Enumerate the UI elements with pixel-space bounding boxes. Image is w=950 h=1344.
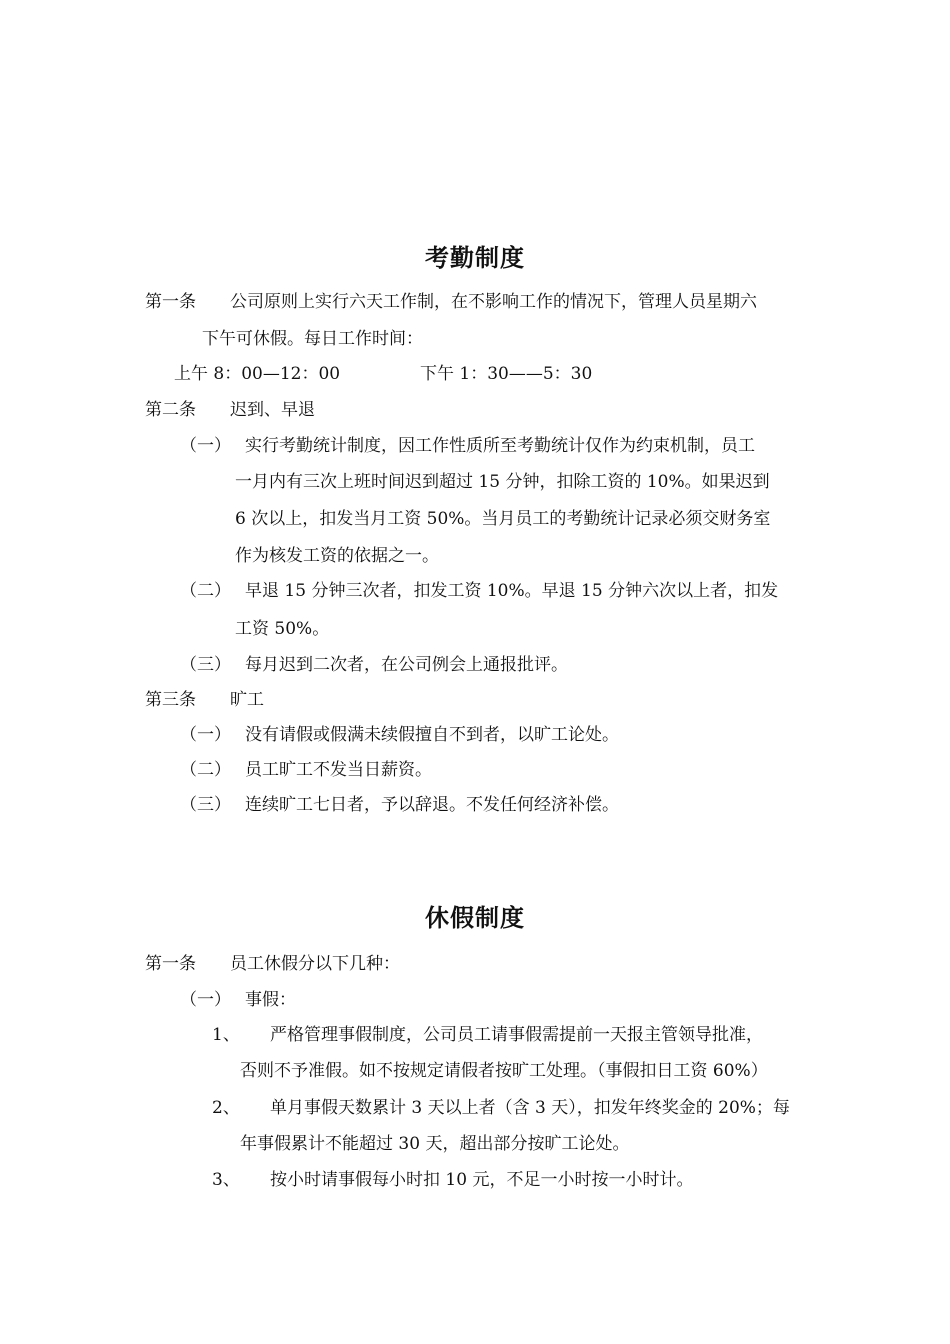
sub-item-1-line-1: 严格管理事假制度，公司员工请事假需提前一天报主管领导批准， — [270, 1025, 763, 1045]
item-2-1-line-1: 实行考勤统计制度，因工作性质所至考勤统计仅作为约束机制，员工 — [245, 436, 755, 456]
item-2-1-line-4: 作为核发工资的依据之一。 — [235, 546, 439, 566]
article-2-title: 迟到、早退 — [230, 400, 315, 420]
work-hours-afternoon: 下午 1：30——5：30 — [420, 364, 593, 384]
leave-article-1-title: 员工休假分以下几种： — [230, 954, 400, 974]
item-3-1-line-1: 没有请假或假满未续假擅自不到者，以旷工论处。 — [245, 725, 619, 745]
item-2-3-line-1: 每月迟到二次者，在公司例会上通报批评。 — [245, 655, 568, 675]
sub-item-3-line-1: 按小时请事假每小时扣 10 元，不足一小时按一小时计。 — [270, 1170, 694, 1190]
work-hours-morning: 上午 8：00—12：00 — [174, 364, 341, 384]
section-title-leave: 休假制度 — [425, 904, 525, 932]
article-1-line-1: 公司原则上实行六天工作制，在不影响工作的情况下，管理人员星期六 — [230, 292, 757, 312]
sub-item-2-line-2: 年事假累计不能超过 30 天，超出部分按旷工论处。 — [240, 1134, 630, 1154]
item-number: （三） — [180, 655, 231, 675]
article-2-heading: 第二条 — [145, 400, 196, 420]
item-2-2-line-1: 早退 15 分钟三次者，扣发工资 10%。早退 15 分钟六次以上者，扣发 — [245, 581, 779, 601]
item-2-1-line-3: 6 次以上，扣发当月工资 50%。当月员工的考勤统计记录必须交财务室 — [235, 509, 771, 529]
article-1-heading: 第一条 — [145, 292, 196, 312]
article-3-title: 旷工 — [230, 690, 264, 710]
item-2-2-line-2: 工资 50%。 — [235, 619, 330, 639]
item-number: （一） — [180, 990, 231, 1010]
sub-item-2-line-1: 单月事假天数累计 3 天以上者（含 3 天），扣发年终奖金的 20%；每 — [270, 1098, 790, 1118]
sub-item-number: 3、 — [212, 1170, 240, 1190]
item-2-1-line-2: 一月内有三次上班时间迟到超过 15 分钟，扣除工资的 10%。如果迟到 — [235, 472, 770, 492]
item-3-2-line-1: 员工旷工不发当日薪资。 — [245, 760, 432, 780]
item-number: （一） — [180, 725, 231, 745]
article-1-line-2: 下午可休假。每日工作时间： — [202, 329, 423, 349]
sub-item-number: 2、 — [212, 1098, 240, 1118]
sub-item-number: 1、 — [212, 1025, 240, 1045]
item-number: （二） — [180, 760, 231, 780]
item-number: （一） — [180, 436, 231, 456]
leave-item-1-label: 事假： — [245, 990, 296, 1010]
item-number: （三） — [180, 795, 231, 815]
leave-article-1-heading: 第一条 — [145, 954, 196, 974]
section-title-attendance: 考勤制度 — [425, 244, 525, 272]
sub-item-1-line-2: 否则不予准假。如不按规定请假者按旷工处理。（事假扣日工资 60%） — [240, 1061, 768, 1081]
item-3-3-line-1: 连续旷工七日者，予以辞退。不发任何经济补偿。 — [245, 795, 619, 815]
item-number: （二） — [180, 581, 231, 601]
article-3-heading: 第三条 — [145, 690, 196, 710]
